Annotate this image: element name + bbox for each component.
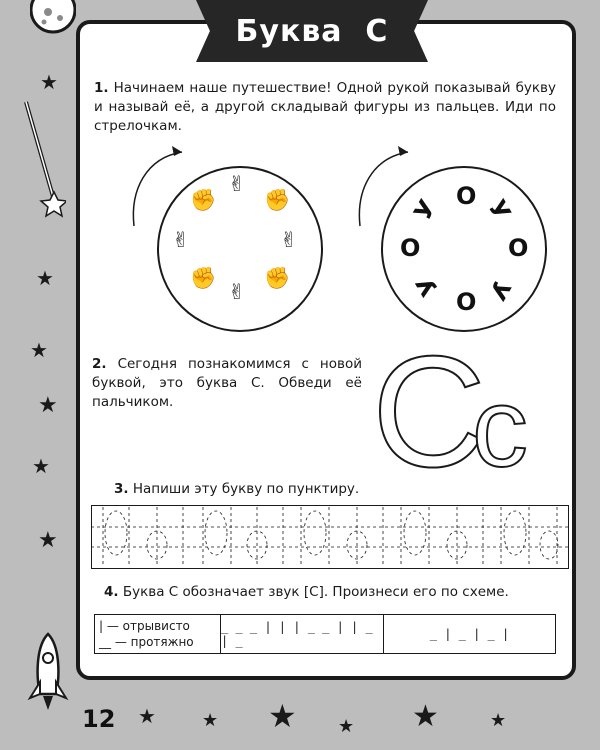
page-number: 12 [82,705,116,733]
magic-wand-icon [20,100,66,220]
rocket-icon [26,632,70,714]
hand-sign-icon: ✌ [228,172,246,196]
schema-legend [95,615,221,653]
task-3 [114,480,359,499]
task-number: 1. [94,80,109,96]
star-icon: ★ [36,266,54,290]
star-icon: ★ [38,393,58,418]
task-text: Начинаем наше путешествие! Одной рукой показывай букву и называй её, а другой складывай фигуры из пальцев. Иди по стрелочкам. [94,80,557,134]
task-text: Сегодня познакомимся с новой буквой, это буква С. Обведи её пальчиком. [92,356,363,410]
handwriting-practice-area [91,505,569,569]
task-text: Буква С обозначает звук [С]. Произнеси его по схеме. [122,584,509,600]
circle-letter: У [408,194,443,226]
legend-long: __ — протяжно [99,635,194,649]
task-number: 2. [92,356,107,372]
sound-schema-table [94,614,556,654]
circle-letter: У [482,194,517,226]
star-icon: ★ [202,710,219,731]
circle-letter: О [508,234,529,262]
hand-sign-icon: ✌ [228,280,246,304]
star-icon: ★ [38,528,58,553]
task-1 [94,79,556,136]
hand-sign-icon: ✊ [264,188,291,212]
task-number: 3. [114,481,129,497]
hand-sign-icon: ✌ [172,228,190,252]
outlined-letter-lower: с [472,365,528,472]
legend-short: | — отрывисто [99,619,190,633]
circle-letter: У [410,270,445,302]
star-icon: ★ [32,454,50,478]
task-2 [92,355,362,412]
circle-letter: О [456,182,477,210]
circle-letter: О [400,234,421,262]
outlined-letters [372,348,562,472]
outlined-letter-upper: С [372,348,487,472]
star-icon: ★ [138,704,156,728]
star-icon: ★ [30,338,48,362]
star-icon: ★ [490,710,507,731]
star-icon: ★ [338,716,355,737]
schema-sequence-2: _ | _ | _ | [429,627,510,641]
star-icon: ★ [40,70,58,94]
star-icon: ★ [268,697,297,735]
hand-sign-icon: ✊ [264,266,291,290]
task-number: 4. [104,584,119,600]
circle-letter: У [482,274,517,306]
task-4 [104,583,509,602]
hand-sign-icon: ✊ [190,188,217,212]
circle-letter: О [456,288,477,316]
hand-sign-icon: ✊ [190,266,217,290]
schema-sequence-1: _ _ _ | | | _ _ | | _ | _ [221,615,384,653]
page-title: Буква С [235,14,389,49]
star-icon: ★ [412,699,439,734]
hand-sign-icon: ✌ [280,228,298,252]
task-text: Напиши эту букву по пунктиру. [132,481,360,497]
moon-logo-icon [30,0,76,40]
